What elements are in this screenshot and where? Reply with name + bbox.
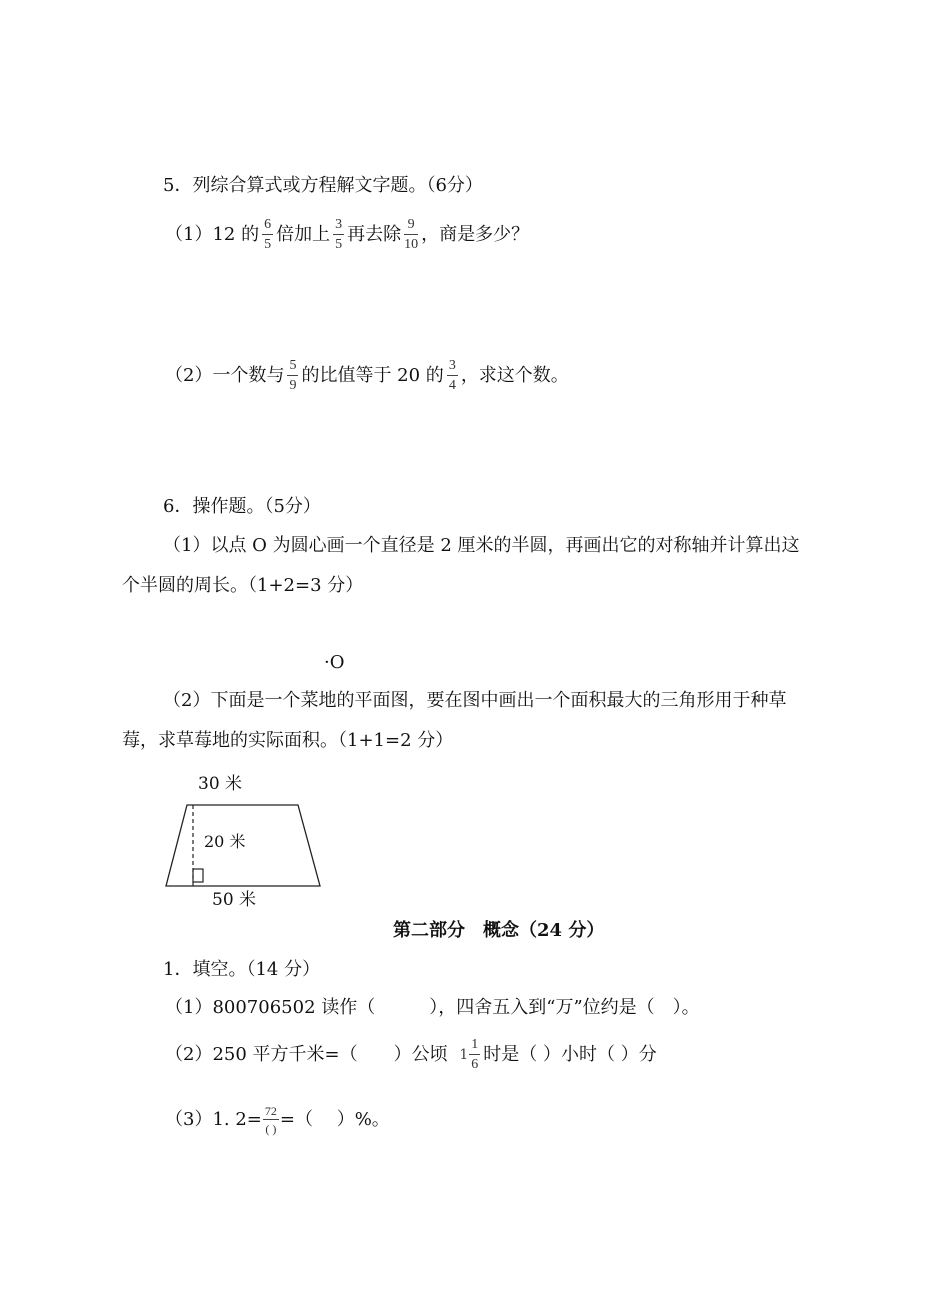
q5-part1 bbox=[165, 218, 529, 252]
q5-p1-text-d: ，商是多少？ bbox=[421, 224, 530, 245]
mixed-whole: 1 bbox=[459, 1047, 469, 1063]
q5-heading: 5．列综合算式或方程解文字题。（6分） bbox=[163, 175, 483, 196]
q6-p1-line2: 个半圆的周长。（1+2=3 分） bbox=[122, 575, 364, 596]
fraction-5-9: $\frac{5}{9}$ bbox=[289, 358, 297, 393]
fraction-9-10: $\frac{9}{10}$ bbox=[404, 217, 419, 252]
q5-p2-text-b: 的比值等于 20 的 bbox=[301, 365, 444, 386]
trapezoid-top-label: 30 米 bbox=[198, 774, 243, 794]
q6-p1-line1: （1）以点 O 为圆心画一个直径是 2 厘米的半圆，再画出它的对称轴并计算出这 bbox=[163, 535, 800, 556]
right-angle-mark bbox=[193, 869, 203, 882]
q6-p2-line1: （2）下面是一个菜地的平面图，要在图中画出一个面积最大的三角形用于种草 bbox=[163, 690, 787, 711]
fill-2-text-b: 时是（ ）小时（ ）分 bbox=[483, 1044, 657, 1065]
fill-2-text-a: （2）250 平方千米=（ ）公顷 bbox=[165, 1044, 448, 1065]
fraction-3-4: $\frac{3}{4}$ bbox=[448, 358, 456, 393]
q6-p2-line2: 莓，求草莓地的实际面积。（1+1=2 分） bbox=[122, 730, 454, 751]
fraction-3-5: $\frac{3}{5}$ bbox=[335, 217, 343, 252]
fill-item-2 bbox=[165, 1038, 657, 1072]
q5-p2-text-c: ，求这个数。 bbox=[460, 365, 569, 386]
fill-item-1: （1）800706502 读作（ ），四舍五入到“万”位约是（ ）。 bbox=[165, 997, 700, 1018]
part2-q1-heading: 1．填空。（14 分） bbox=[163, 959, 321, 980]
fraction-1-6: $\frac{1}{6}$ bbox=[471, 1037, 479, 1072]
q6-heading: 6．操作题。（5分） bbox=[163, 496, 321, 517]
q5-p1-text-c: 再去除 bbox=[347, 224, 402, 245]
q5-part2 bbox=[165, 359, 569, 393]
q5-p2-text-a: （2）一个数与 bbox=[165, 365, 285, 386]
trapezoid-height-label: 20 米 bbox=[204, 832, 246, 851]
fill-item-3 bbox=[165, 1105, 390, 1135]
point-o-label: ·O bbox=[324, 652, 345, 673]
fill-3-text-b: =（ ）%。 bbox=[279, 1109, 390, 1130]
part2-title: 第二部分 概念（24 分） bbox=[393, 920, 605, 941]
mixed-number-1-1-6 bbox=[459, 1037, 483, 1072]
q5-p1-text-b: 倍加上 bbox=[276, 224, 331, 245]
fraction-6-5: $\frac{6}{5}$ bbox=[264, 217, 272, 252]
fill-3-text-a: （3）1. 2= bbox=[165, 1109, 262, 1130]
q5-p1-text-a: （1）12 的 bbox=[165, 224, 260, 245]
fraction-72-blank: $\frac{72}{( )}$ bbox=[264, 1104, 277, 1136]
trapezoid-bottom-label: 50 米 bbox=[212, 890, 257, 910]
